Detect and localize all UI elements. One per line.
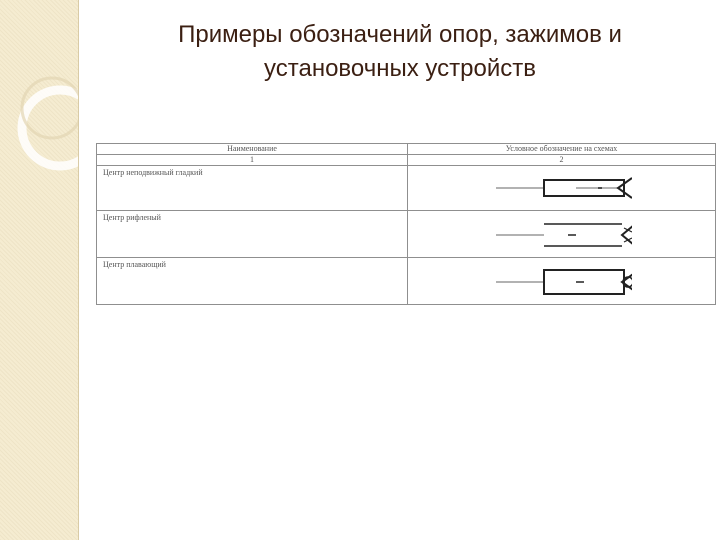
col-number-2: 2	[408, 155, 716, 166]
col-header-symbol: Условное обозначение на схемах	[408, 144, 716, 155]
row-name-floating-center: Центр плавающий	[97, 258, 408, 305]
row-name-fixed-smooth-center: Центр неподвижный гладкий	[97, 166, 408, 211]
symbols-table	[96, 143, 716, 305]
slide-title-line-2: установочных устройств	[264, 55, 536, 82]
decorative-circles	[0, 0, 78, 540]
symbol-cell	[408, 166, 716, 211]
col-number-1: 1	[97, 155, 408, 166]
floating-center-symbol	[492, 258, 632, 304]
table-row	[97, 166, 716, 211]
slide-title-line-1: Примеры обозначений опор, зажимов и	[178, 21, 622, 48]
table-header-row	[97, 144, 716, 155]
symbol-cell	[408, 211, 716, 258]
decorative-sidebar	[0, 0, 79, 540]
table-row	[97, 211, 716, 258]
grooved-center-symbol	[492, 211, 632, 257]
row-name-grooved-center: Центр рифленый	[97, 211, 408, 258]
symbol-cell	[408, 258, 716, 305]
table-number-row	[97, 155, 716, 166]
table-row	[97, 258, 716, 305]
col-header-name: Наименование	[97, 144, 408, 155]
fixed-smooth-center-symbol	[492, 166, 632, 210]
slide-title	[80, 18, 720, 86]
